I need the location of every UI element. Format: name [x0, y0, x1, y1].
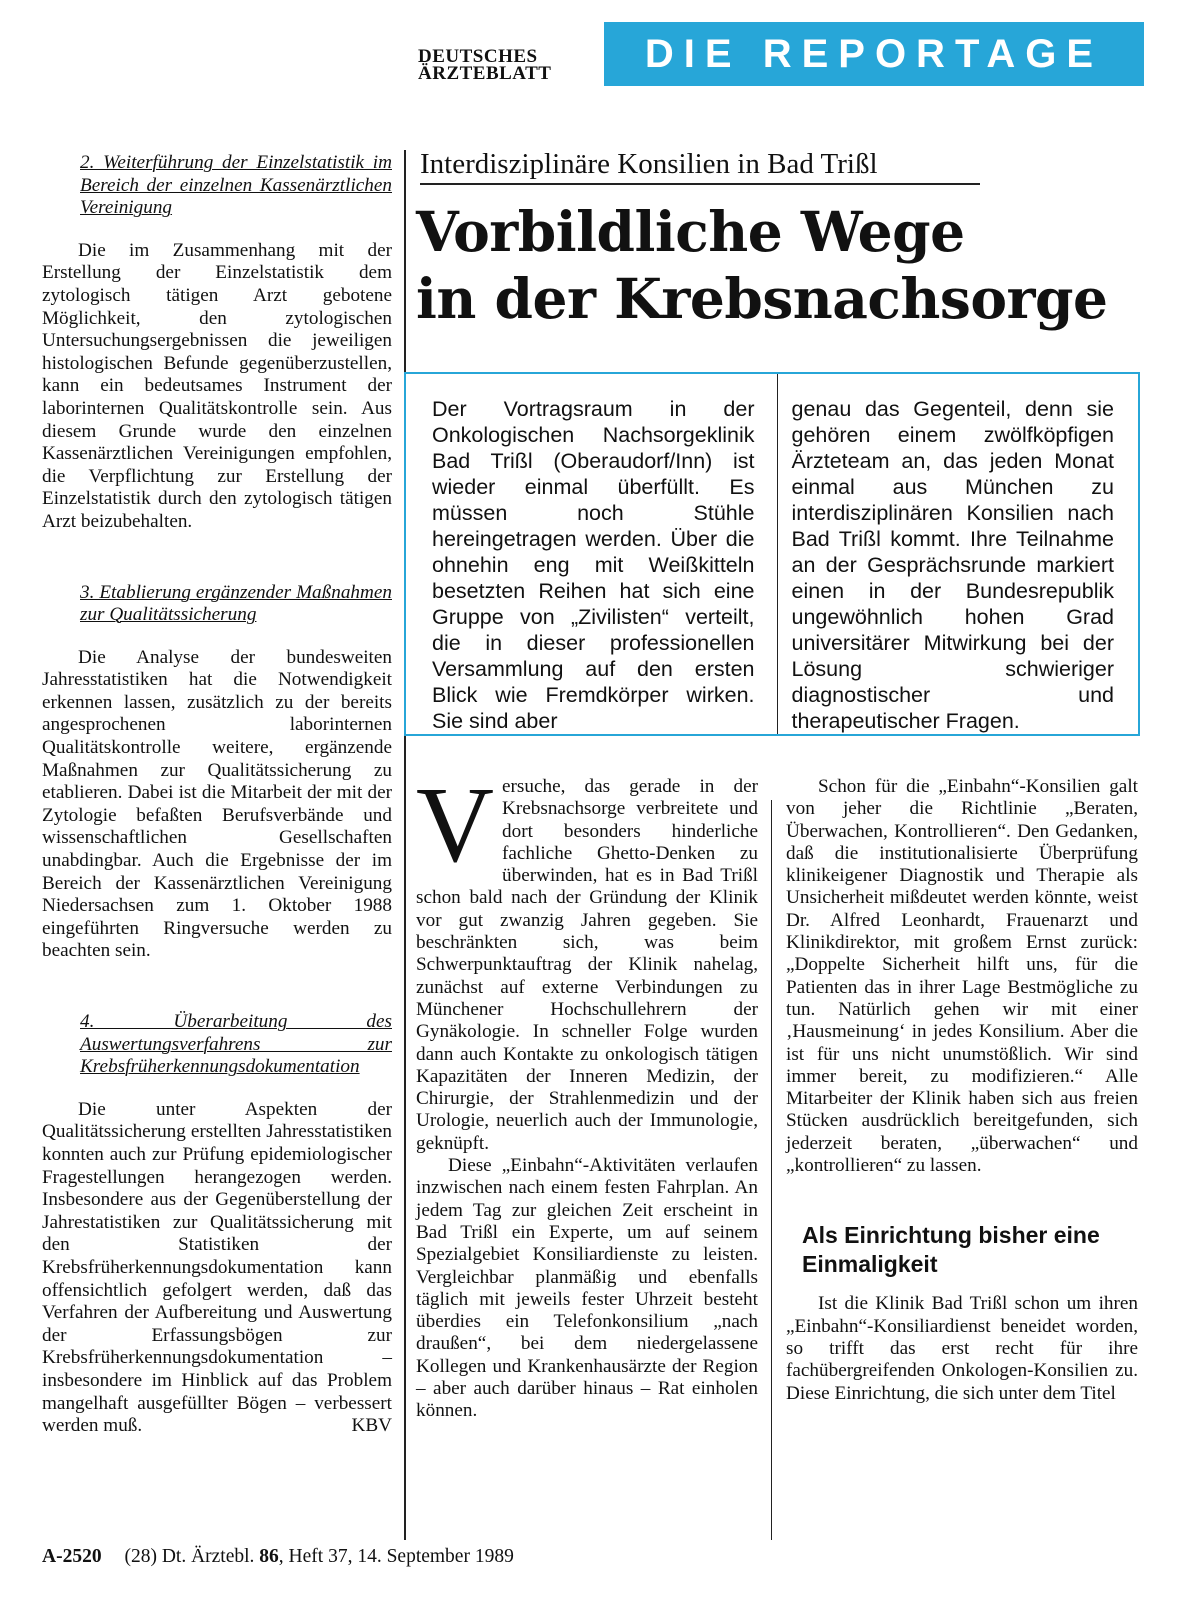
- article-paragraph-3: Schon für die „Einbahn“-Konsilien galt von jeher die Richtlinie „Beraten, Überwachen, Kontrollieren“. Den Gedanken, daß die institutionalisierte Überprüfung klinikeigener Diagnostik und Therapie als Unsicherheit mißdeutet werden könnte, weist Dr. Alfred Leonhardt, Frauenarzt und Klinikdirektor, mit großem Ernst zurück: „Doppelte Sicherheit hilft uns, für die Patienten das in ihrer Lage Bestmögliche zu tun. Natürlich gehen wir mit einer ‚Hausmeinung‘ in jedes Konsilium. Aber die ist für uns nicht unumstößlich. Wir sind immer bereit, zu modifizieren.“ Alle Mitarbeiter der Klinik haben sich aus freien Stücken ausdrücklich bereitgefunden, sich jederzeit beraten, „überwachen“ und „kontrollieren“ zu lassen.: [786, 776, 1138, 1177]
- page-number: A-2520: [42, 1546, 102, 1567]
- journal-logo: [418, 48, 586, 82]
- left-column: [42, 152, 392, 1438]
- section-banner: DIE REPORTAGE: [604, 22, 1144, 86]
- article-paragraph-2: Diese „Einbahn“-Aktivitäten verlaufen inzwischen nach einem festen Fahrplan. An jedem Tag zur gleichen Zeit erscheint in Bad Trißl ein Experte, um auf seinem Spezialgebiet Konsiliardienste zu leisten. Vergleichbar planmäßig und ebenfalls täglich mit jeweils fester Uhrzeit besteht überdies ein Telefonkonsilium „nach draußen“, bei dem niedergelassene Kollegen und Krankenhausärzte der Region – aber auch darüber hinaus – Rat einholen können.: [416, 1155, 758, 1422]
- headline-line-2: in der Krebsnachsorge: [416, 266, 1108, 331]
- logo-line-1: DEUTSCHES: [418, 46, 538, 67]
- footer-volume: 86: [259, 1546, 279, 1567]
- headline-line-1: Vorbildliche Wege: [416, 199, 965, 264]
- section-body-2: Die im Zusammenhang mit der Erstellung der Einzelstatistik dem zytologisch tätigen Arzt gebotene Möglichkeit, den zytologischen Untersuchungsergebnissen die jeweiligen histologischen Befunde gegenüberzustellen, kann ein bedeutsames Instrument der laborinternen Qualitätskontrolle sein. Aus diesem Grunde wurde den einzelnen Kassenärztlichen Vereinigungen empfohlen, die Verpflichtung zur Erstellung der Einzelstatistik durch den zytologisch tätigen Arzt beizubehalten.: [42, 239, 392, 532]
- column-divider-2: [771, 800, 772, 1540]
- footer-citation: (28) Dt. Ärztebl.: [124, 1546, 255, 1567]
- section-body-4: Die unter Aspekten der Qualitätssicherung erstellten Jahresstatistiken konnten auch zur Prüfung epidemiologischer Fragestellungen herangezogen werden. Insbesondere aus der Gegenüberstellung der Jahrestatistiken zur Qualitätssicherung mit den Statistiken der Krebsfrüherkennungsdokumentation kann offensichtlich gefolgert werden, daß das Verfahren der Aufbereitung und Auswertung der Erfassungsbögen zur Krebsfrüherkennungsdokumentation – insbesondere im Hinblick auf das Problem mangelhaft ausgefüllter Bögen – verbessert werden muß.: [42, 1098, 392, 1437]
- page-footer: [42, 1546, 742, 1568]
- section-heading-3: 3. Etablierung ergänzender Maßnahmen zur Qualitätssicherung: [80, 581, 392, 626]
- section-heading-2: 2. Weiterführung der Einzelstatistik im Bereich der einzelnen Kassenärztlichen Vereinigung: [80, 152, 392, 219]
- section-body-3: Die Analyse der bundesweiten Jahresstatistiken hat die Notwendigkeit erkennen lassen, zusätzlich zu der bereits angesprochenen laborinternen Qualitätskontrolle weitere, ergänzende Maßnahmen zur Qualitätssicherung zu etablieren. Dabei ist die Mitarbeit der mit der Zytologie befaßten Berufsverbände und wissenschaftlichen Gesellschaften unabdingbar. Auch die Ergebnisse der im Bereich der Kassenärztlichen Vereinigung Niedersachsen zum 1. Oktober 1988 eingeführten Ringversuche werden zu beachten sein.: [42, 646, 392, 962]
- drop-cap: V: [416, 766, 494, 885]
- column-divider: [404, 150, 406, 1540]
- article-kicker: Interdisziplinäre Konsilien in Bad Trißl: [420, 148, 980, 185]
- section-heading-4: 4. Überarbeitung des Auswertungsverfahrens zur Krebsfrüherkennungsdokumentation: [80, 1011, 392, 1078]
- footer-issue: , Heft 37, 14. September 1989: [278, 1546, 514, 1567]
- article-column-right: [786, 776, 1138, 1405]
- article-headline: [416, 198, 1146, 332]
- article-paragraph-1: ersuche, das gerade in der Krebsnachsorge verbreitete und dort besonders hinderliche fachliche Ghetto-Denken zu überwinden, hat es in Bad Trißl schon bald nach der Gründung der Klinik vor gut zwanzig Jahren gegeben. Sie beschränkten sich, was beim Schwerpunktauftrag der Klinik nahelag, zunächst auf externe Verbindungen zu Münchener Hochschullehrern der Gynäkologie. In schneller Folge wurden dann auch Kontakte zu onkologisch tätigen Kapazitäten der Inneren Medizin, der Chirurgie, der Strahlenmedizin und der Urologie, neuerlich auch der Immunologie, geknüpft.: [416, 776, 758, 1154]
- teaser-column-1: Der Vortragsraum in der Onkologischen Nachsorgeklinik Bad Trißl (Oberaudorf/Inn) ist wieder einmal überfüllt. Es müssen noch Stühle hereingetragen werden. Über die ohnehin eng mit Weißkitteln besetzten Reihen hat sich eine Gruppe von „Zivilisten“ verteilt, die in dieser professionellen Versammlung auf den ersten Blick wie Fremdkörper wirken. Sie sind aber: [432, 397, 755, 733]
- logo-line-2: ÄRZTEBLATT: [418, 63, 552, 84]
- teaser-box: [404, 372, 1140, 736]
- article-column-middle: [416, 766, 758, 1423]
- teaser-column-2: genau das Gegenteil, denn sie gehören einem zwölfköpfigen Ärzteteam an, das jeden Monat einmal aus München zu interdisziplinären Konsilien nach Bad Trißl kommt. Ihre Teilnahme an der Gesprächsrunde markiert einen in der Bundesrepublik ungewöhnlich hohen Grad universitärer Mitwirkung bei der Lösung schwieriger diagnostischer und therapeutischer Fragen.: [777, 374, 1115, 734]
- author-signature: KBV: [351, 1415, 392, 1437]
- article-paragraph-4: Ist die Klinik Bad Trißl schon um ihren „Einbahn“-Konsiliardienst beneidet worden, so trifft das erst recht für ihre fachübergreifenden Onkologen-Konsilien zu. Diese Einrichtung, die sich unter dem Titel: [786, 1293, 1138, 1404]
- article-subheading: Als Einrichtung bisher eine Einmaligkeit: [802, 1222, 1100, 1278]
